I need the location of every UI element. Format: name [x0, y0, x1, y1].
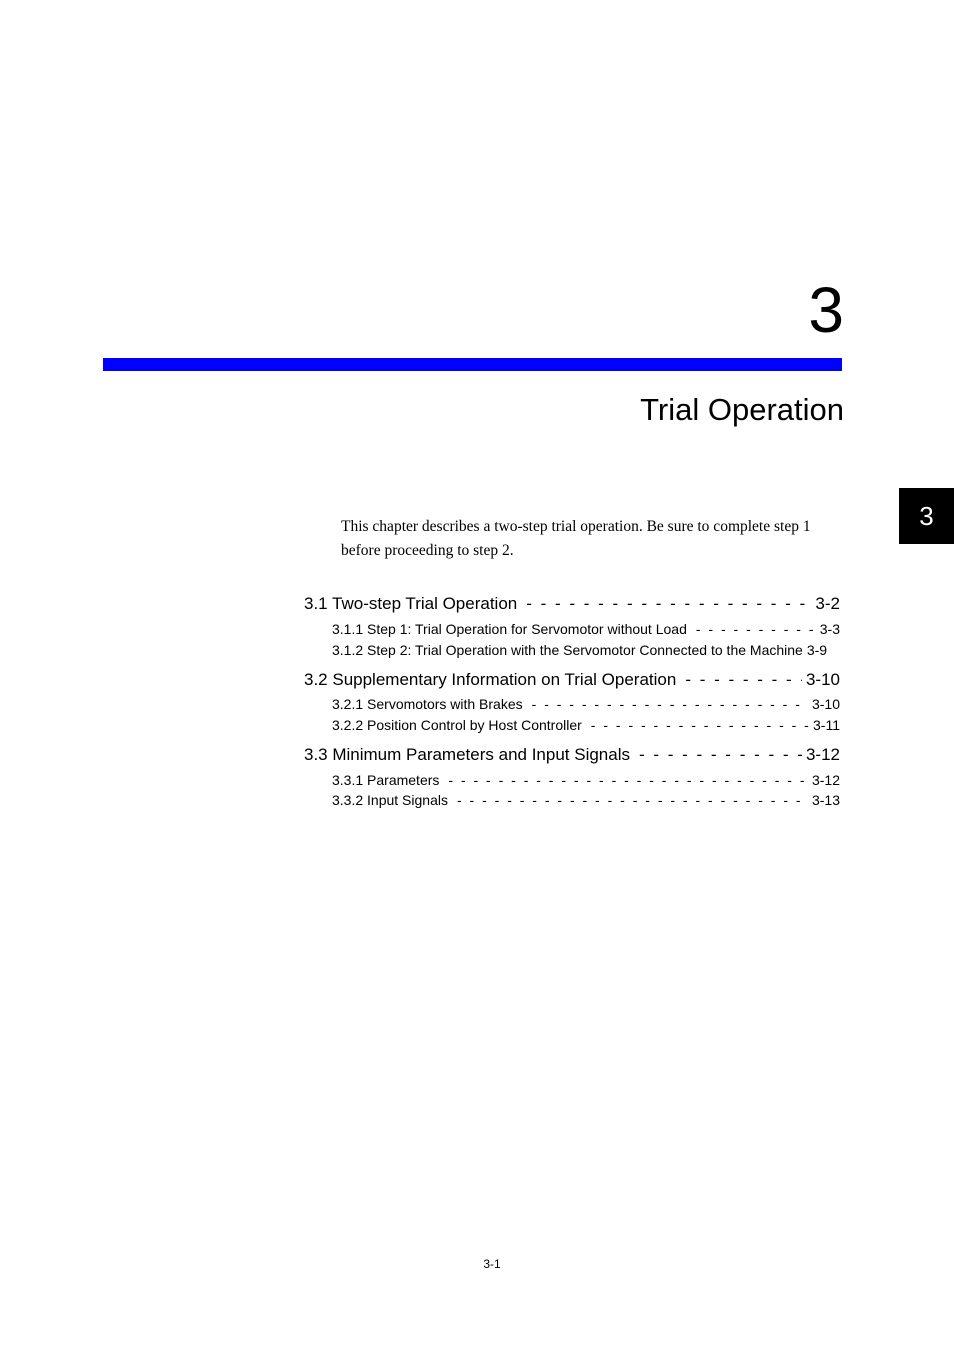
toc-dot-leader [639, 745, 802, 765]
toc-dot-leader [685, 670, 802, 690]
toc-entry-3-2-2[interactable] [304, 717, 840, 733]
toc-entry-page: 3-10 [811, 696, 840, 712]
toc-entry-3-2-1[interactable] [304, 696, 840, 712]
toc-entry-page: 3-10 [805, 670, 840, 689]
toc-entry-3-3-2[interactable] [304, 792, 840, 808]
toc-entry-3-3-1[interactable] [304, 772, 840, 788]
toc-entry-label: 3.3 Minimum Parameters and Input Signals [304, 745, 630, 764]
toc-entry-3-1-1[interactable] [304, 621, 840, 637]
toc-dot-leader [526, 594, 811, 614]
toc-entry-page: 3-2 [815, 594, 840, 613]
chapter-intro: This chapter describes a two-step trial operation. Be sure to complete step 1 before proceeding to step 2. [341, 518, 811, 559]
toc-entry-label: 3.1.1 Step 1: Trial Operation for Servomotor without Load [332, 621, 687, 637]
page-number: 3-1 [483, 1257, 501, 1271]
toc-entry-page: 3-12 [811, 772, 840, 788]
toc-dot-leader [532, 696, 808, 712]
chapter-title: Trial Operation [640, 392, 844, 427]
toc-entry-label: 3.2.2 Position Control by Host Controller [332, 717, 582, 733]
chapter-number: 3 [808, 274, 844, 346]
toc-dot-leader [591, 717, 809, 733]
toc-entry-label: 3.3.2 Input Signals [332, 792, 448, 808]
toc-entry-3-1[interactable] [304, 594, 840, 614]
toc-entry-label: 3.2 Supplementary Information on Trial Operation [304, 670, 677, 689]
toc-entry-label: 3.3.1 Parameters [332, 772, 440, 788]
toc-dot-leader [457, 792, 808, 808]
toc-entry-page: 3-11 [813, 717, 840, 733]
toc-dot-leader [696, 621, 816, 637]
toc-entry-3-3[interactable] [304, 745, 840, 765]
toc-entry-page: 3-13 [811, 792, 840, 808]
chapter-side-tab: 3 [899, 488, 954, 544]
toc-entry-page: 3-3 [819, 621, 840, 637]
toc-entry-page: 3-12 [805, 745, 840, 764]
toc-entry-label: 3.1.2 Step 2: Trial Operation with the Servomotor Connected to the Machine [332, 642, 803, 658]
toc-dot-leader [448, 772, 808, 788]
toc-entry-3-1-2[interactable] [304, 642, 840, 658]
toc-entry-page: 3-9 [806, 642, 828, 658]
toc-entry-3-2[interactable] [304, 670, 840, 690]
chapter-divider-bar [103, 358, 842, 371]
toc-entry-label: 3.2.1 Servomotors with Brakes [332, 696, 523, 712]
toc-entry-label: 3.1 Two-step Trial Operation [304, 594, 518, 613]
